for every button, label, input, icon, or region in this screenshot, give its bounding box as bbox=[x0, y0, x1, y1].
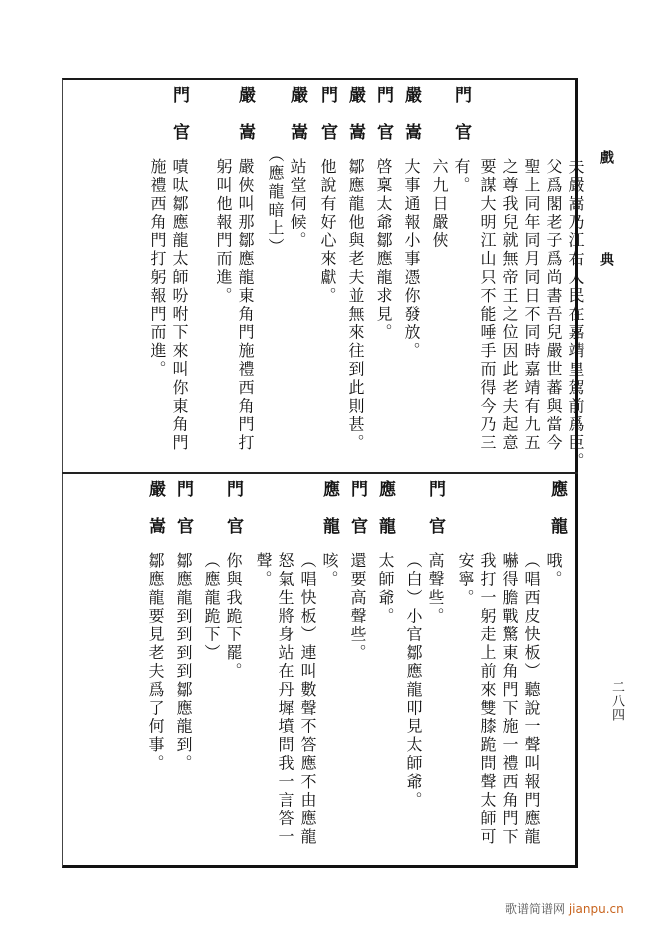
sung-line: （唱快板）連叫數聲不答應不由應龍 bbox=[298, 552, 317, 847]
speaker-name: 嚴嵩 bbox=[345, 86, 365, 160]
dialogue-line: 啓稟太爺鄒應龍求見。 bbox=[374, 158, 393, 342]
speaker-name: 門官 bbox=[173, 480, 193, 554]
dialogue-block bbox=[144, 480, 168, 864]
speaker-name: 門官 bbox=[169, 86, 189, 160]
speaker-name: 嚴嵩 bbox=[235, 86, 255, 160]
dialogue-line: 鄒應龍他與老夫並無來往到此則甚。 bbox=[346, 158, 365, 453]
speaker-name: 門官 bbox=[223, 480, 243, 554]
watermark-url: jianpu.cn bbox=[568, 902, 624, 916]
sung-line: （唱西皮快板）聽說一聲叫報門應龍 bbox=[522, 552, 541, 847]
sung-line: 安寧。 bbox=[456, 552, 475, 608]
speaker-name: 應龍 bbox=[547, 480, 567, 554]
spoken-line: （白）小官鄒應龍叩見太師爺。 bbox=[404, 552, 423, 810]
dialogue-line: 嘖呔鄒應龍太師吩咐下來叫你東角門 bbox=[170, 158, 189, 453]
sung-line: 怒氣生將身站在丹墀墳問我一言答一 bbox=[276, 552, 295, 847]
dialogue-block bbox=[346, 480, 370, 864]
dialogue-line: 六九日嚴俠 bbox=[430, 158, 449, 250]
speaker-name: 應龍 bbox=[375, 480, 395, 554]
speaker-name: 嚴嵩 bbox=[287, 86, 307, 160]
dialogue-block bbox=[172, 480, 196, 864]
dialogue-block bbox=[372, 86, 396, 470]
stage-direction: （應龍暗上） bbox=[266, 146, 285, 257]
dialogue-block bbox=[264, 86, 312, 470]
dialogue-line: 大事通報小事憑你發放。 bbox=[402, 158, 421, 361]
dialogue-line: 父爲閣老子爲尚書吾兒嚴世蕃與當今 bbox=[544, 158, 563, 453]
watermark-site-name: 歌谱简谱网 bbox=[505, 902, 566, 916]
dialogue-line: 鄒應龍到到到到鄒應龍到。 bbox=[174, 552, 193, 773]
dialogue-line: 施禮西角門打躬報門而進。 bbox=[148, 158, 167, 379]
sung-line: 嚇得膽戰驚東角門下施一禮西角門下 bbox=[500, 552, 519, 847]
sung-line: 聲。 bbox=[254, 552, 273, 589]
dialogue-line: 之尊我兒就無帝王之位因此老夫起意 bbox=[500, 158, 519, 453]
dialogue-line: 他說有好心來獻。 bbox=[318, 158, 337, 306]
dialogue-block bbox=[428, 86, 472, 470]
dialogue-line: 高聲些。 bbox=[426, 552, 445, 626]
dialogue-block bbox=[200, 480, 248, 864]
dialogue-line: 鄒應龍要見老夫爲了何事。 bbox=[146, 552, 165, 773]
dialogue-line: 站堂伺候。 bbox=[288, 158, 307, 250]
dialogue-block bbox=[198, 86, 260, 470]
section-divider bbox=[62, 472, 578, 474]
dialogue-block bbox=[400, 86, 424, 470]
top-section bbox=[62, 86, 585, 471]
dialogue-block bbox=[344, 86, 368, 470]
speaker-name: 門官 bbox=[347, 480, 367, 554]
speaker-name: 嚴嵩 bbox=[145, 480, 165, 554]
dialogue-line: 嚴俠叫那鄒應龍東角門施禮西角門打 bbox=[236, 158, 255, 453]
dialogue-line: 要謀大明江山只不能唾手而得今乃三 bbox=[478, 158, 497, 453]
sung-line: 我打一躬走上前來雙膝跪問聲太師可 bbox=[478, 552, 497, 847]
margin-title-char-2: 典 bbox=[598, 252, 614, 266]
dialogue-line: 夫嚴嵩乃江右人民在嘉靖皇駕前爲臣。 bbox=[566, 158, 585, 471]
speaker-name: 門官 bbox=[451, 86, 471, 160]
speaker-name: 應龍 bbox=[319, 480, 339, 554]
dialogue-block bbox=[134, 86, 194, 470]
watermark bbox=[505, 900, 624, 917]
dialogue-line: 哦。 bbox=[544, 552, 563, 589]
dialogue-block bbox=[316, 86, 340, 470]
dialogue-line: 咳。 bbox=[320, 552, 339, 589]
dialogue-block bbox=[374, 480, 398, 864]
dialogue-line: 你與我跪下罷。 bbox=[224, 552, 243, 681]
dialogue-block bbox=[252, 480, 342, 864]
margin-title-char-1: 戲 bbox=[598, 150, 614, 164]
dialogue-block bbox=[476, 86, 585, 471]
page-number: 二八四 bbox=[609, 680, 624, 722]
dialogue-line: 太師爺。 bbox=[376, 552, 395, 626]
speaker-name: 嚴嵩 bbox=[401, 86, 421, 160]
dialogue-block bbox=[454, 480, 572, 864]
dialogue-line: 躬叫他報門而進。 bbox=[214, 158, 233, 306]
speaker-name: 門官 bbox=[425, 480, 445, 554]
speaker-name: 門官 bbox=[373, 86, 393, 160]
dialogue-line: 還要高聲些。 bbox=[348, 552, 367, 663]
dialogue-line: 聖上同年同月同日不同時嘉靖有九五 bbox=[522, 158, 541, 453]
dialogue-block bbox=[402, 480, 450, 864]
speaker-name: 門官 bbox=[317, 86, 337, 160]
dialogue-line: 有。 bbox=[452, 158, 471, 195]
stage-direction: （應龍跪下） bbox=[202, 552, 221, 663]
bottom-section bbox=[62, 480, 578, 864]
